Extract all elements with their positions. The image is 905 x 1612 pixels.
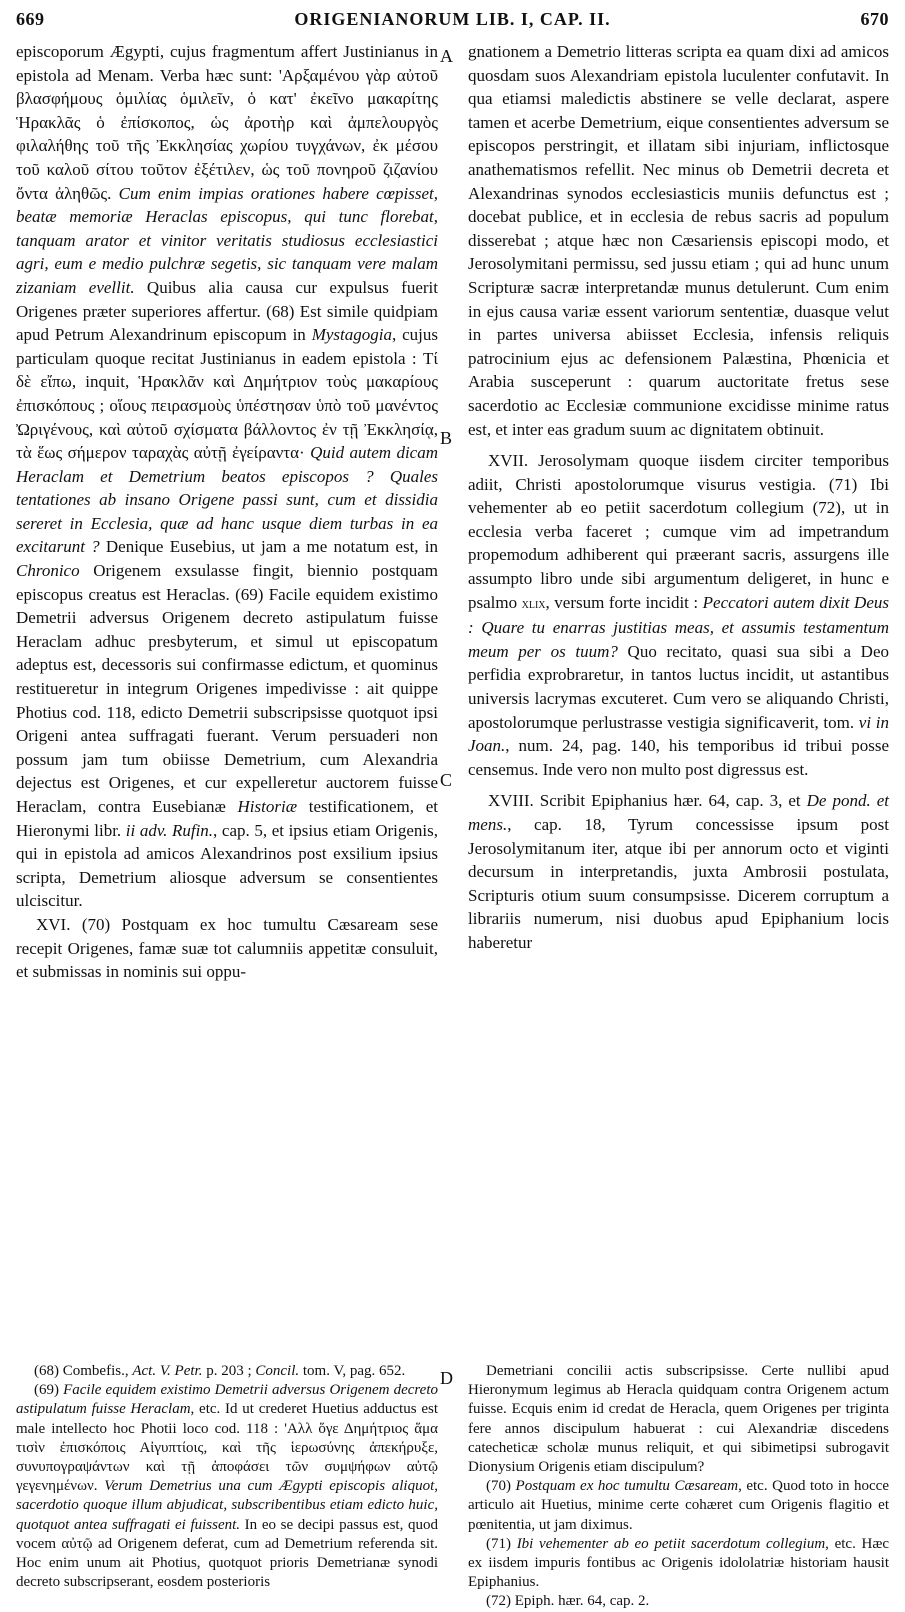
paragraph-xvi [16,913,438,984]
margin-marker-a: A [440,46,453,66]
main-text-left-column [16,40,438,984]
text-run: , etc. Hæc ex iisdem impuris fontibus ac Origenis idololatriæ historiam hausit Epiphanius. [468,1535,890,1591]
text-run: (71) [486,1535,517,1552]
text-run: XVII. Jerosolymam quoque iisdem circiter temporibus adiit, Christi apostolorumque visurus vestigia. (71) Ibi vehementer ab eo petiit sacerdotum collegium (72), ut in ecclesia verba faceret ; cumque vim ad impetrandum propemodum adhiberent qui præerant sacris, assurgens ille assumpto libro unde sibi argumentum deligeret, in hunc e psalmo [468,451,889,612]
text-run: , etc. Quod toto in hocce articulo ait Huetius, minime certe cohæret cum Origenis flagitio et pœnitentia, ut jam diximus. [468,1478,890,1533]
italic-text-run: Postquam ex hoc tumultu Cæsaream [515,1478,739,1495]
text-run: In eo se decipi passus est, quod vocem αὐτῷ ad Origenem deferat, cum ad Demetrium referenda sit. Hoc enim unum ait Photius, quotquot prioris Demetrianæ synodi decreto subscripserant, eosdem posterioris [16,1516,438,1591]
italic-text-run: Facile equidem existimo Demetrii adversus Origenem decreto astipulatum fuisse Heraclam [16,1382,438,1418]
running-title: ORIGENIANORUM LIB. I, CAP. II. [294,8,611,29]
italic-text-run: ii adv. Rufin. [125,820,214,840]
text-run: XVIII. Scribit Epiphanius hær. 64, cap. 3, et [488,791,807,811]
italic-text-run: Ibi vehementer ab eo petiit sacerdotum collegium [516,1535,826,1552]
footnote [468,1477,889,1535]
italic-text-run: Concil. [255,1363,300,1379]
text-run: , cujus particulam quoque recitat Justinianus in eadem epistola : Τί δὲ εἴπω, inquit, Ἡρακλᾶν καὶ Δημήτριον τοὺς μακαρίους ἐπισκόπους ; οἵους πειρασμοὺς ὑπέστησαν ὑπὸ τοῦ μανέντος Ὠριγένους, καὶ αὐτοῦ σχίσματα βάλλοντος ἐν τῇ Ἐκκλησίᾳ, τὰ ἕως σήμερον ταραχὰς αὐτῇ ἐγείραντα· [16,325,438,463]
margin-marker-c: C [440,770,453,790]
italic-text-run: vi in Joan. [468,712,889,756]
running-header [16,6,889,32]
italic-text-run: Mystagogia [311,325,392,345]
footnote [468,1535,889,1593]
text-run: (70) [486,1478,516,1495]
italic-text-run: Chronico [16,561,80,581]
footnotes-left-column [16,1362,438,1592]
text-run: Demetriani concilii actis subscripsisse. Certe nullibi apud Hieronymum legimus ab Heracla quidquam contra Origenem actum fuisse. Ecquis enim id credat de Heracla, quem Origenes per triginta fere annos discipulum habuerat : cui Alexandriæ discedens catecheticæ scholæ munus reliquit, et qui sibimetipsi subrogavit Dionysium Origenis etiam discipulum? [468,1363,889,1476]
page-number-left: 669 [16,8,45,29]
footnotes-right-column [468,1362,889,1612]
footnote [468,1592,889,1611]
text-run: Quibus alia causa cur expulsus fuerit Origenes præter superiores affertur. (68) Est simile quidpiam apud Petrum Alexandrinum episcopum in [16,277,438,345]
text-run: , etc. Id ut crederet Huetius adductus est male intellecto hoc Photii loco cod. 118 : 'Αλλ ὅγε Δημήτριος ἅμα τισὶν ἐπισκόποις Αἰγυπτίοις, καὶ τῆς ἱερωσύνης ἀπεκήρυξε, συνυπογραψάντων καὶ τῇ ἀποφάσει τῶν συμψήφων αὐτῷ γεγενημένων. [16,1401,438,1495]
text-run: (68) Combefis., [34,1363,133,1379]
margin-marker-d: D [440,1368,453,1388]
italic-text-run: Cum enim impias orationes habere cœpisset, beatæ memoriæ Heraclas episcopus, qui tunc florebat, tanquam arator et vinitor veritatis studiosus ecclesiastici agri, eum e medio pulchræ segetis, sic tanquam vere malam zizaniam evellit. [16,183,438,297]
paragraph-episcoporum [16,40,438,913]
text-run: Denique Eusebius, ut jam a me notatum est, in [99,537,439,557]
italic-text-run: Act. V. Petr. [132,1363,203,1379]
footnote [16,1362,438,1381]
text-run: (72) Epiph. hær. 64, cap. 2. [486,1593,650,1610]
text-run: episcoporum Ægypti, cujus fragmentum affert Justinianus in epistola ad Menam. Verba hæc sunt: 'Αρξαμένου γὰρ αὐτοῦ βλασφήμους ὁμιλίας ὁμιλεῖν, ὁ κατ' ἐκεῖνο μακαρίτης Ἡρακλᾶς ὁ ἐπίσκοπος, ὡς ἀροτὴρ καὶ ἀμπελουργὸς φιλαλήθης τοῦ τῆς Ἐκκλησίας χωρίου τυγχάνων, ἐκ μέσου τοῦ καλοῦ σίτου τοῦτον ἐξέτιλεν, ὡς τοῦ πονηροῦ ζιζανίου ὄντα ἀληθῶς. [16,42,438,203]
text-run: Origenem exsulasse fingit, biennio postquam episcopus creatus est Heraclas. (69) Facile equidem existimo Demetrii adversus Origenem decreto astipulatum fuisse Heraclam adhuc presbyterum, et simul ut episcopatum adeptus est, decessoris sui confirmasse edictum, et quominus restitueretur in integrum Origenes impedivisse : ait quippe Photius cod. 118, edicto Demetrii subscripsisse quotquot ipsi Origeni antea suffragati fuerant. Verum persuaderi non possum jam tum obiisse Demetrium, cum Alexandria dejectus est Origenes, et cur expelleretur auctorem fuisse Heraclam, contra Eusebianæ [16,561,438,816]
text-run: p. 203 ; [202,1363,256,1379]
footnote [468,1362,889,1477]
main-text-right-column [468,40,889,955]
italic-text-run: Verum Demetrius una cum Ægypti episcopis aliquot, sacerdotio quoque illum abjudicat, subscribentibus etiam edicto huic, quotquot antea suffragati ei fuissent. [16,1478,439,1533]
text-run: , num. 24, pag. 140, his temporibus id tribui posse censemus. Inde vero non multo post digressus est. [468,736,889,779]
text-run: gnationem a Demetrio litteras scripta ea quam dixi ad amicos quosdam suos Alexandriam epistola luculenter confutavit. In qua etiamsi maledictis abstinere se velle declarat, aspere tamen et acerbe Demetrium, eique consentientes adversum se episcopos perstringit, et illatam sibi injuriam, inflictosque anathematismos refellit. Nec minus ob Demetrii decreta et Alexandrinas synodos ecclesiasticis muniis defunctus est ; docebat publice, et in ecclesia de rebus sacris ad populum disserebat ; atque hæc non Cæsariensis episcopi modo, et Jerosolymitani permissu, sed jussu etiam ; qui ad hunc unum Scripturæ sacræ interpretandæ munus detulerunt. Cum enim in ejus causa variæ essent variorum sententiæ, duasque velut in partes universa abiisset Ecclesia, infensis reliquis patrocinium ejus ac defensionem Palæstina, Phœnicia et Arabia susceperunt : quarum auctoritate fretus sese sacerdotio ac Ecclesiæ communione excidisse minime ratus est, et inter eas gradum suum ac dignitatem obtinuit. [468,42,889,439]
text-run: Quo recitato, quasi sua sibi a Deo perfidia exprobraretur, in tantos luctus incidit, ut astantibus universis lacrymas excuteret. Cum vero se aliquando Christi, apostolorumque perlustrasse vestigia significaverit, tom. [468,641,889,732]
text-run: , versum forte incidit : [545,592,703,612]
text-run: , cap. 18, Tyrum concessisse ipsum post Jerosolymitanum iter, atque ibi per annorum octo et viginti decursum in interpretandis, juxta Ambrosii postulata, Scripturis otium suum consumpsisse. Dicerem corruptum a librariis numerum, nisi duobus apud Epiphanium locis haberetur [468,815,889,952]
text-run: testificationem, et Hieronymi libr. [16,797,438,840]
margin-marker-b: B [440,428,453,448]
italic-text-run: Peccatori autem dixit Deus : Quare tu enarras justitias meas, et assumis testamentum meum per os tuum? [468,592,889,661]
italic-text-run: Quid autem dicam Heraclam et Demetrium beatos episcopos ? Quales tentationes ab insano Origene passi sunt, cum et dissidia sereret in Ecclesia, quæ ad hanc usque diem turbas in ea excitarunt ? [16,443,439,557]
page-number-right: 670 [860,8,889,29]
paragraph-gnationem [468,40,889,441]
paragraph-xviii [468,789,889,954]
text-run: , cap. 5, et ipsius etiam Origenis, qui in epistola ad amicos Alexandrinos post exsilium ipsius scripta, Demetrium aliosque adversum se consentientes ulciscitur. [16,820,438,911]
paragraph-xvii [468,449,889,781]
italic-text-run: Historiæ [237,797,298,816]
italic-text-run: De pond. et mens. [468,791,890,834]
text-run: XVI. (70) Postquam ex hoc tumultu Cæsaream sese recepit Origenes, famæ suæ tot calumniis appetitæ consuluit, et submissas in nominis sui oppu- [16,914,438,982]
text-run: tom. V, pag. 652. [299,1363,406,1379]
footnote [16,1381,438,1592]
text-run: (69) [34,1382,64,1399]
small-caps-text-run: xlix [521,596,546,612]
